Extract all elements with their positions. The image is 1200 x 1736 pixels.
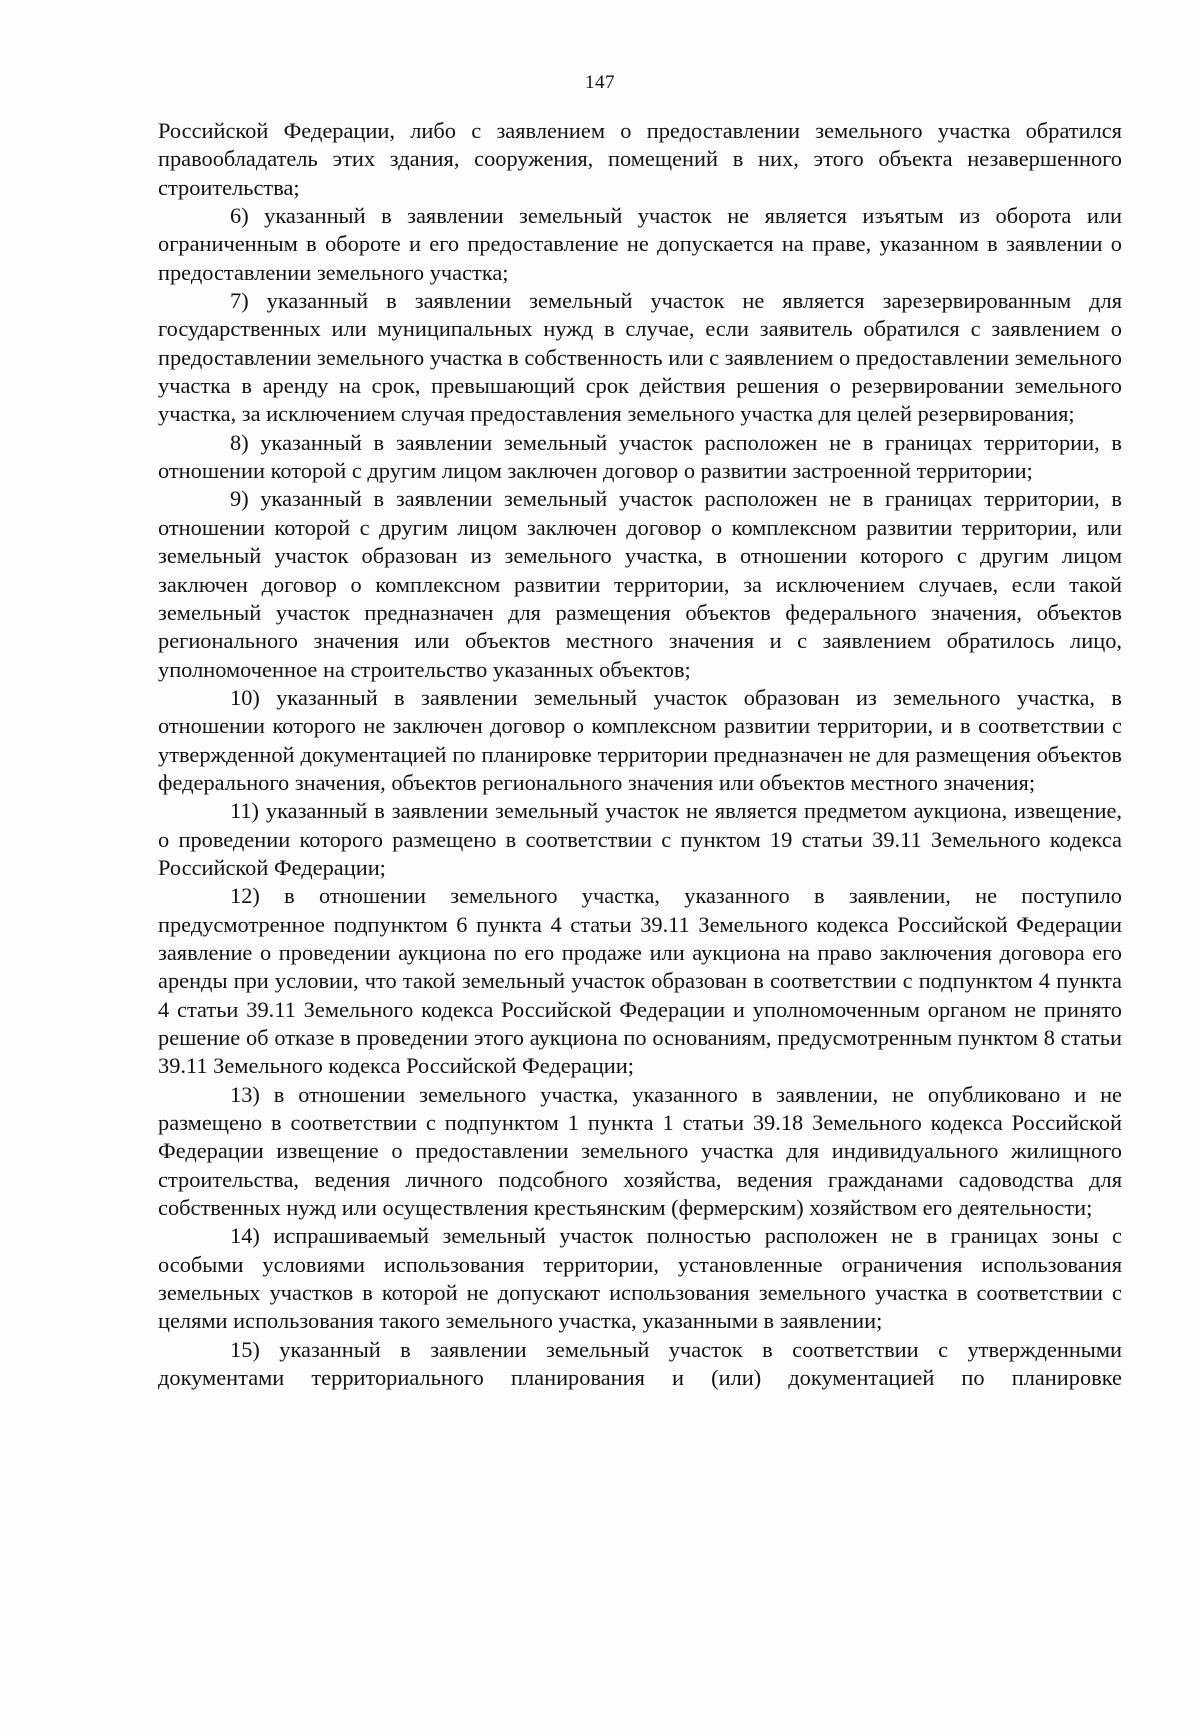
paragraph-item-13: 13) в отношении земельного участка, указанного в заявлении, не опубликовано и не размещено в соответствии с подпунктом 1 пункта 1 статьи 39.18 Земельного кодекса Российской Федерации извещение о предоставлении земельного участка для индивидуального жилищного строительства, ведения личного подсобного хозяйства, ведения гражданами садоводства для собственных нужд или осуществления крестьянским (фермерским) хозяйством его деятельности;: [158, 1081, 1122, 1221]
paragraph-item-7: 7) указанный в заявлении земельный участок не является зарезервированным для государственных или муниципальных нужд в случае, если заявитель обратился с заявлением о предоставлении земельного участка в собственность или с заявлением о предоставлении земельного участка в аренду на срок, превышающий срок действия решения о резервировании земельного участка, за исключением случая предоставления земельного участка для целей резервирования;: [158, 288, 1122, 427]
paragraph-item-10: 10) указанный в заявлении земельный участок образован из земельного участка, в отношении которого не заключен договор о комплексном развитии территории, и в соответствии с утвержденной документацией по планировке территории предназначен не для размещения объектов федерального значения, объектов регионального значения или объектов местного значения;: [158, 684, 1122, 795]
paragraph-item-11: 11) указанный в заявлении земельный участок не является предметом аукциона, извещение, о проведении которого размещено в соответствии с пунктом 19 статьи 39.11 Земельного кодекса Российской Федерации;: [158, 798, 1122, 880]
paragraph-item-6: 6) указанный в заявлении земельный участок не является изъятым из оборота или ограниченным в обороте и его предоставление не допускается на праве, указанном в заявлении о предоставлении земельного участка;: [158, 203, 1122, 285]
paragraph-item-8: 8) указанный в заявлении земельный участок расположен не в границах территории, в отношении которой с другим лицом заключен договор о развитии застроенной территории;: [158, 429, 1122, 484]
paragraph-continuation: Российской Федерации, либо с заявлением о предоставлении земельного участка обратился правообладатель этих здания, сооружения, помещений в них, этого объекта незавершенного строительства;: [158, 118, 1122, 200]
paragraph-item-15: 15) указанный в заявлении земельный участок в соответствии с утвержденными документами территориального планирования и (или) документацией по планировке: [158, 1336, 1122, 1391]
document-body: [158, 117, 1122, 1392]
paragraph-item-9: 9) указанный в заявлении земельный участок расположен не в границах территории, в отношении которой с другим лицом заключен договор о комплексном развитии территории, или земельный участок образован из земельного участка, в отношении которого с другим лицом заключен договор о комплексном развитии территории, за исключением случаев, если такой земельный участок предназначен для размещения объектов федерального значения, объектов регионального значения или объектов местного значения и с заявлением обратилось лицо, уполномоченное на строительство указанных объектов;: [158, 486, 1122, 682]
page-number: 147: [585, 72, 615, 93]
paragraph-item-12: 12) в отношении земельного участка, указанного в заявлении, не поступило предусмотренное подпунктом 6 пункта 4 статьи 39.11 Земельного кодекса Российской Федерации заявление о проведении аукциона по его продаже или аукциона на право заключения договора его аренды при условии, что такой земельный участок образован в соответствии с подпунктом 4 пункта 4 статьи 39.11 Земельного кодекса Российской Федерации и уполномоченным органом не принято решение об отказе в проведении этого аукциона по основаниям, предусмотренным пунктом 8 статьи 39.11 Земельного кодекса Российской Федерации;: [158, 883, 1122, 1079]
paragraph-item-14: 14) испрашиваемый земельный участок полностью расположен не в границах зоны с особыми условиями использования территории, установленные ограничения использования земельных участков в которой не допускают использования земельного участка в соответствии с целями использования такого земельного участка, указанными в заявлении;: [158, 1223, 1122, 1334]
